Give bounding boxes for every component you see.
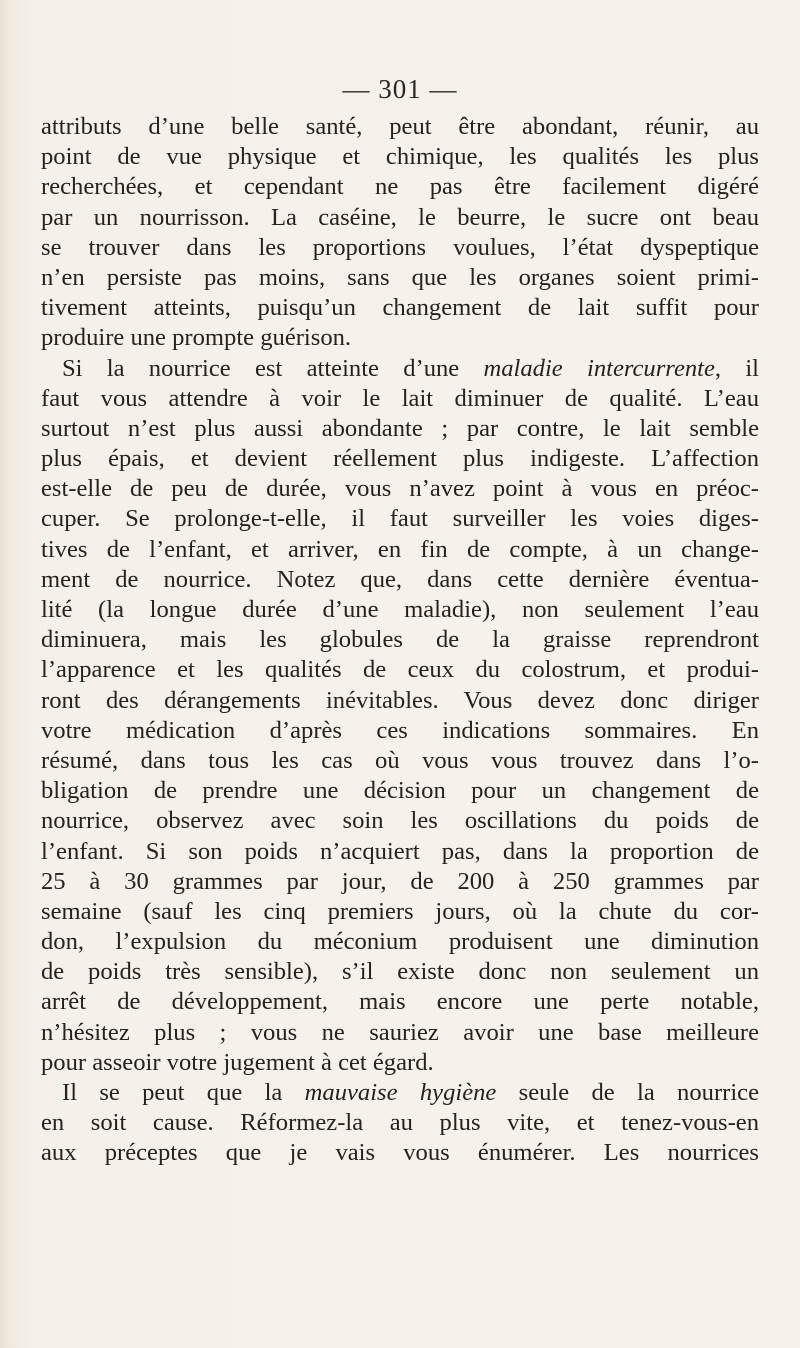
line-text: seule de la nourrice — [496, 1079, 759, 1106]
text-line: par un nourrisson. La caséine, le beurre, le sucre ont beau — [41, 203, 759, 231]
text-line: résumé, dans tous les cas où vous vous trouvez dans l’o- — [41, 746, 759, 774]
text-line: nourrice, observez avec soin les oscillations du poids de — [41, 807, 759, 835]
text-line: tives de l’enfant, et arriver, en fin de compte, à un change- — [41, 535, 759, 563]
line-text: Il se peut que la — [62, 1079, 305, 1106]
text-line: 25 à 30 grammes par jour, de 200 à 250 grammes par — [41, 867, 759, 895]
text-line: cuper. Se prolonge-t-elle, il faut surveiller les voies diges- — [41, 505, 759, 533]
text-line: recherchées, et cependant ne pas être facilement digéré — [41, 173, 759, 201]
paragraph-end-line: produire une prompte guérison. — [41, 324, 352, 352]
text-line-with-italic — [41, 1078, 759, 1108]
text-line: ront des dérangements inévitables. Vous devez donc diriger — [41, 686, 759, 714]
text-line: ment de nourrice. Notez que, dans cette dernière éventua- — [41, 565, 759, 593]
text-line: faut vous attendre à voir le lait diminuer de qualité. L’eau — [41, 384, 759, 412]
paragraph-end-line: pour asseoir votre jugement à cet égard. — [41, 1048, 434, 1076]
text-line: votre médication d’après ces indications sommaires. En — [41, 716, 759, 744]
text-line: l’enfant. Si son poids n’acquiert pas, dans la proportion de — [41, 837, 759, 865]
text-line: aux préceptes que je vais vous énumérer. Les nourrices — [41, 1139, 759, 1167]
text-line: don, l’expulsion du méconium produisent une diminution — [41, 928, 759, 956]
italic-term: mauvaise hygiène — [304, 1079, 497, 1106]
text-line: tivement atteints, puisqu’un changement de lait suffit pour — [41, 294, 759, 322]
text-line: en soit cause. Réformez-la au plus vite, et tenez-vous-en — [41, 1109, 759, 1137]
text-line: arrêt de développement, mais encore une perte notable, — [41, 988, 759, 1016]
text-line: semaine (sauf les cinq premiers jours, où la chute du cor- — [41, 897, 759, 925]
line-text: , il — [714, 354, 759, 382]
text-line: diminuera, mais les globules de la graisse reprendront — [41, 626, 759, 654]
text-line: attributs d’une belle santé, peut être abondant, réunir, au — [41, 113, 759, 140]
italic-term: maladie intercurrente — [483, 354, 715, 382]
text-line: n’hésitez plus ; vous ne sauriez avoir une base meilleure — [41, 1018, 759, 1046]
text-line-with-italic — [41, 354, 759, 384]
text-line: n’en persiste pas moins, sans que les organes soient primi- — [41, 263, 759, 291]
text-line: l’apparence et les qualités de ceux du colostrum, et produi- — [41, 656, 759, 684]
page-number: — 301 — — [342, 74, 458, 104]
text-line: plus épais, et devient réellement plus indigeste. L’affection — [41, 445, 759, 473]
text-line: surtout n’est plus aussi abondante ; par contre, le lait semble — [41, 414, 759, 442]
text-line: point de vue physique et chimique, les qualités les plus — [41, 143, 759, 171]
line-text: Si la nourrice est atteinte d’une — [62, 354, 484, 382]
text-line: bligation de prendre une décision pour un changement de — [41, 777, 759, 805]
text-line: est-elle de peu de durée, vous n’avez point à vous en préoc- — [41, 475, 759, 503]
text-line: lité (la longue durée d’une maladie), non seulement l’eau — [41, 596, 759, 623]
text-line: se trouver dans les proportions voulues, l’état dyspeptique — [41, 233, 759, 261]
body-text — [41, 112, 759, 1169]
text-line: de poids très sensible), s’il existe donc non seulement un — [41, 958, 759, 986]
